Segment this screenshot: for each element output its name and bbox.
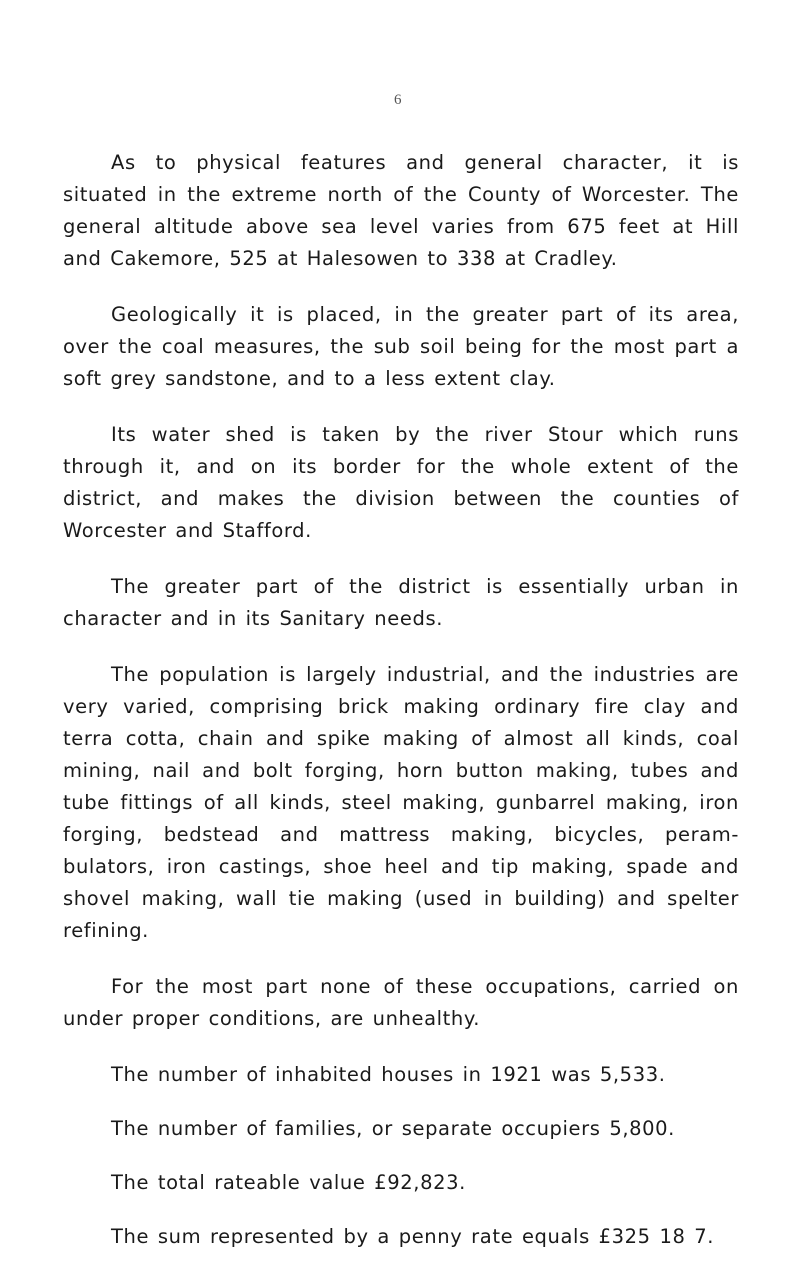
page-number: 6 bbox=[394, 92, 402, 108]
paragraph-industries: The population is largely industrial, and the industries are very varied, comprising brick making ordinary fire clay and terra cotta, chain and spike making of almost all kinds, coal mining, nail and bolt forging, horn button making, tubes and tube fittings of all kinds, steel making, gunbarrel making, iron forging, bedstead and mattress making, bicycles, peram-bulators, iron castings, shoe heel and tip making, spade and shovel making, wall tie making (used in building) and spelter refining. bbox=[63, 663, 739, 942]
paragraph-occupations: For the most part none of these occupations, carried on under proper conditions, are unhealthy. bbox=[63, 975, 739, 1030]
paragraph-physical-features: As to physical features and general character, it is situated in the extreme north of the County of Worcester. The general altitude above sea level varies from 675 feet at Hill and Cakemore, 525 at Halesowen to 338 at Cradley. bbox=[63, 151, 739, 270]
stat-inhabited-houses: The number of inhabited houses in 1921 was 5,533. bbox=[111, 1063, 666, 1086]
stat-penny-rate: The sum represented by a penny rate equals £325 18 7. bbox=[111, 1225, 715, 1248]
stat-rateable-value: The total rateable value £92,823. bbox=[111, 1171, 466, 1194]
paragraph-water-shed: Its water shed is taken by the river Stour which runs through it, and on its border for the whole extent of the district, and makes the division between the counties of Worcester and Stafford. bbox=[63, 423, 739, 542]
stat-families: The number of families, or separate occupiers 5,800. bbox=[111, 1117, 675, 1140]
paragraph-urban-character: The greater part of the district is essentially urban in character and in its Sanitary needs. bbox=[63, 575, 739, 630]
body-text bbox=[63, 147, 739, 1275]
paragraph-geology: Geologically it is placed, in the greater part of its area, over the coal measures, the sub soil being for the most part a soft grey sandstone, and to a less extent clay. bbox=[63, 303, 739, 390]
